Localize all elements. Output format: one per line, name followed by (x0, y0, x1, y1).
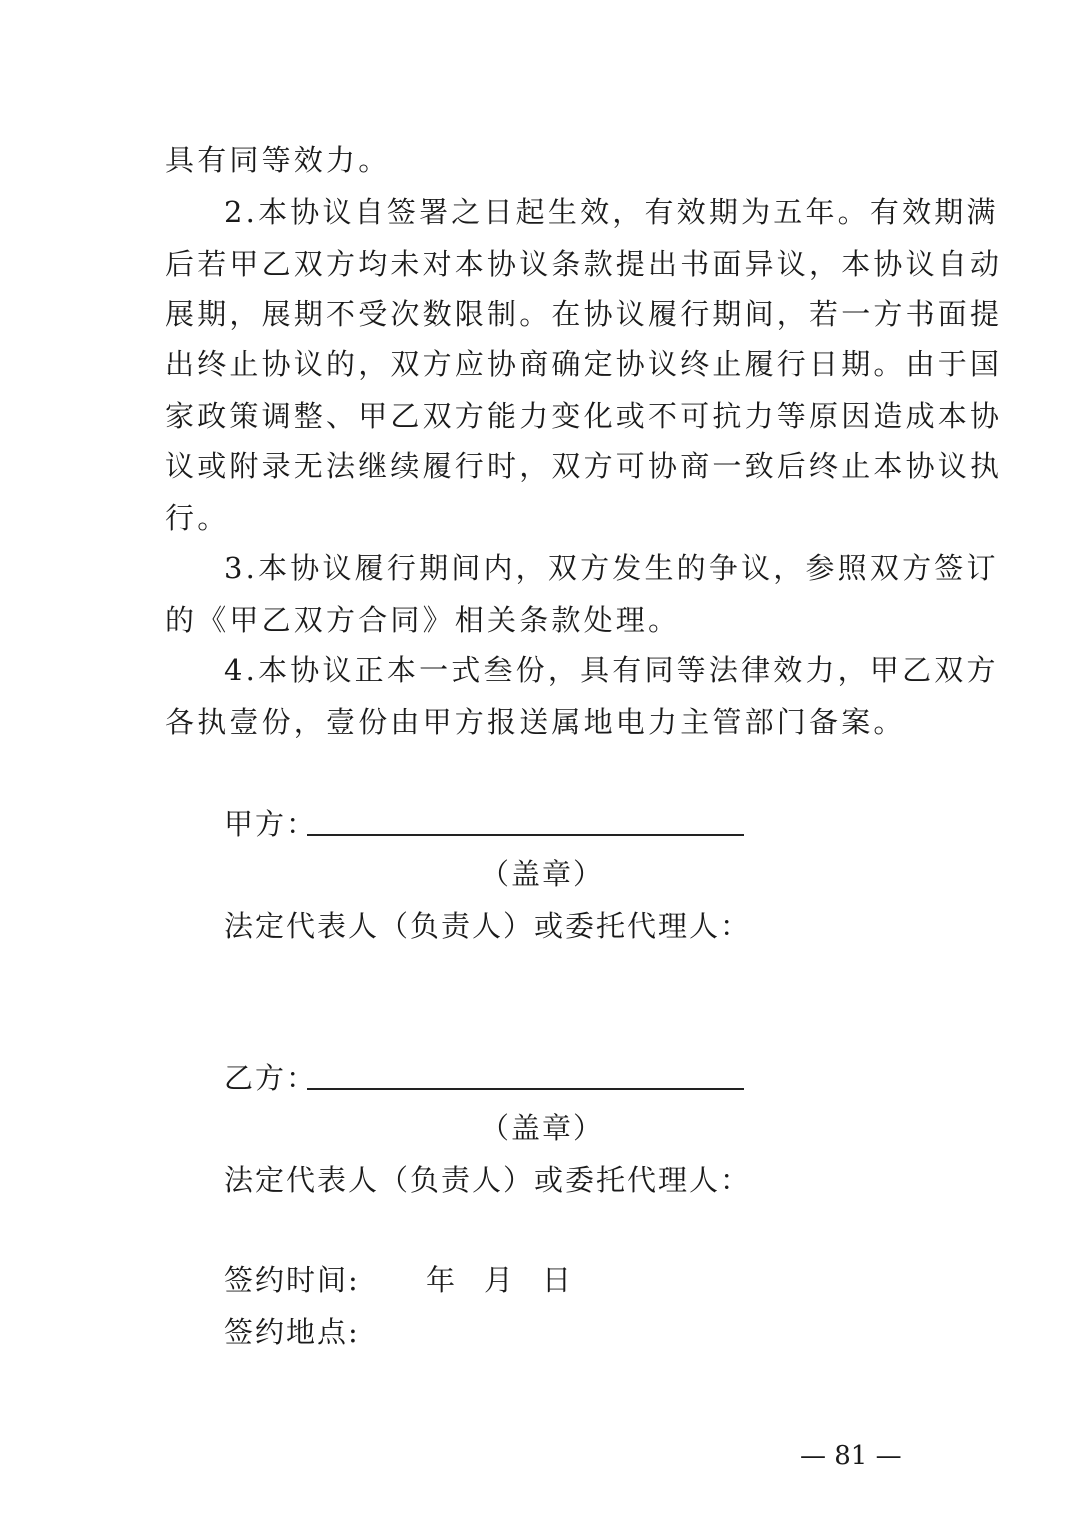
paragraph-line: 行。 (165, 501, 230, 535)
paragraph-line: 4.本协议正本一式叁份，具有同等法律效力，甲乙双方 (224, 653, 999, 687)
signing-year: 年 (426, 1263, 458, 1297)
page-number: — 81 — (800, 1441, 902, 1471)
party-a-representative: 法定代表人（负责人）或委托代理人： (224, 909, 752, 943)
party-b-signature-line (307, 1088, 744, 1090)
signing-time-label: 签约时间: (224, 1263, 360, 1297)
paragraph-line: 议或附录无法继续履行时，双方可协商一致后终止本协议执 (165, 449, 1003, 483)
signing-day: 日 (542, 1263, 574, 1297)
paragraph-line: 家政策调整、甲乙双方能力变化或不可抗力等原因造成本协 (165, 399, 1003, 433)
party-a-label: 甲方： (224, 807, 318, 841)
party-b-seal: （盖章） (480, 1111, 605, 1145)
paragraph-line: 各执壹份，壹份由甲方报送属地电力主管部门备案。 (165, 705, 906, 739)
signing-place-label: 签约地点: (224, 1315, 360, 1349)
party-b-representative: 法定代表人（负责人）或委托代理人： (224, 1163, 752, 1197)
paragraph-line: 具有同等效力。 (165, 143, 391, 177)
party-b-label: 乙方： (224, 1061, 318, 1095)
paragraph-line: 的《甲乙双方合同》相关条款处理。 (165, 603, 681, 637)
paragraph-line: 后若甲乙双方均未对本协议条款提出书面异议，本协议自动 (165, 247, 1003, 281)
paragraph-line: 2.本协议自签署之日起生效，有效期为五年。有效期满 (224, 195, 999, 229)
signing-month: 月 (484, 1263, 516, 1297)
party-a-signature-line (307, 834, 744, 836)
party-a-seal: （盖章） (480, 857, 605, 891)
paragraph-line: 展期，展期不受次数限制。在协议履行期间，若一方书面提 (165, 297, 1003, 331)
paragraph-line: 出终止协议的，双方应协商确定协议终止履行日期。由于国 (165, 347, 1003, 381)
paragraph-line: 3.本协议履行期间内，双方发生的争议，参照双方签订 (224, 551, 999, 585)
